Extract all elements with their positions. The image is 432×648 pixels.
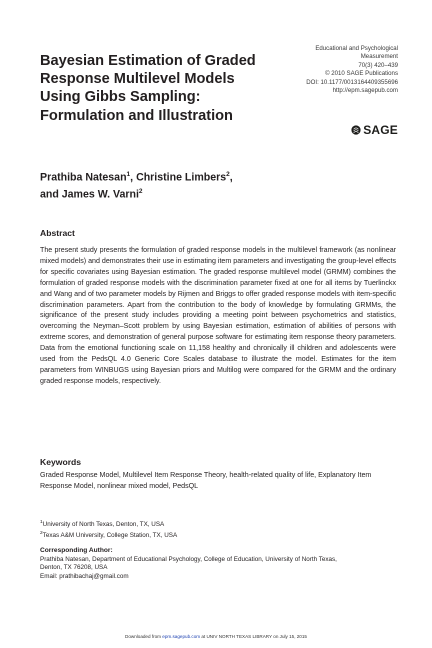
journal-doi: DOI: 10.1177/0013164409355696 — [306, 78, 398, 86]
sage-logo-icon — [351, 125, 361, 135]
sage-logo-text: SAGE — [363, 123, 398, 137]
author-2-affiliation: 2 — [226, 171, 230, 178]
article-title — [40, 52, 275, 125]
author-list — [40, 168, 320, 202]
abstract-text: The present study presents the formulation of graded response models in the multilevel framework (as nonlinear mixed models) and demonstrates their use in estimating item parameters and investigating the group-level effects for specific covariates using Bayesian estimation. The graded response multilevel model (GRMM) combines the formulation of graded response models with the discrimination parameter fixed at one for all items by Tuerlinckx and Wang and of two parameter models by Rijmen and Briggs to offer graded response models with item-specific discrimination parameters. Apart from the contribution to the body of knowledge by formulating GRMMs, the significance of the present study includes providing a meeting point between psychometrics and statistics, overcoming the Neyman–Scott problem by using Bayesian estimation, estimation of abilities of persons with extreme scores, and demonstration of general purpose software for estimating item response theory parameters. Data from the emotional functioning scale on 11,158 healthy and chronically ill children and adolescents were used from the PedsQL 4.0 Generic Core Scales database to illustrate the model. Estimates for the item parameters from WINBUGS using Bayesian priors and Multilog were compared for the GRMM and the ordinary graded response models, respectively. — [40, 246, 396, 385]
author-2: Christine Limbers — [136, 171, 227, 184]
download-suffix: at UNIV NORTH TEXAS LIBRARY on July 15, 2015 — [200, 634, 307, 639]
corresponding-author-email[interactable]: Email: prathibachaj@gmail.com — [40, 573, 129, 581]
corresponding-author-line-2: Denton, TX 76208, USA — [40, 564, 108, 572]
affiliation-2-marker: 2 — [40, 530, 43, 536]
journal-name-line-1: Educational and Psychological — [315, 45, 398, 52]
keywords-heading: Keywords — [40, 457, 82, 467]
author-1-affiliation: 1 — [126, 171, 131, 178]
author-1: Prathiba Natesan — [40, 171, 127, 184]
journal-volume: 70(3) 420–439 — [358, 61, 398, 69]
title-line-3: Using Gibbs Sampling: — [40, 89, 201, 106]
title-line-1: Bayesian Estimation of Graded — [40, 53, 256, 69]
affiliation-2-text: Texas A&M University, College Station, TX, USA — [42, 531, 178, 539]
affiliation-1-marker: 1 — [40, 520, 43, 525]
author-separator: , — [130, 171, 137, 184]
author-3: and James W. Varni — [40, 188, 139, 201]
journal-name-line-2: Measurement — [360, 53, 398, 61]
corresponding-author-heading: Corresponding Author: — [40, 546, 113, 554]
sage-logo — [351, 123, 398, 137]
corresponding-author-line-1: Prathiba Natesan, Department of Educational Psychology, College of Education, University of North Texas, — [40, 555, 337, 563]
download-link[interactable]: epm.sagepub.com — [162, 634, 201, 639]
download-stamp — [0, 634, 432, 639]
journal-url[interactable]: http://epm.sagepub.com — [332, 87, 398, 95]
keywords-text: Graded Response Model, Multilevel Item Response Theory, health-related quality of life, Explanatory Item Response Model, nonlinear mixed model, PedsQL — [40, 471, 372, 490]
title-line-2: Response Multilevel Models — [40, 71, 235, 88]
download-prefix: Downloaded from — [125, 634, 163, 639]
journal-copyright: © 2010 SAGE Publications — [325, 70, 398, 78]
abstract-heading: Abstract — [40, 228, 75, 238]
author-separator: , — [229, 171, 233, 184]
affiliation-1 — [40, 519, 400, 530]
author-3-affiliation: 2 — [138, 188, 143, 196]
title-line-4: Formulation and Illustration — [40, 107, 233, 124]
affiliation-2 — [40, 530, 400, 541]
footnotes — [40, 519, 400, 582]
affiliation-1-text: University of North Texas, Denton, TX, USA — [42, 521, 165, 529]
